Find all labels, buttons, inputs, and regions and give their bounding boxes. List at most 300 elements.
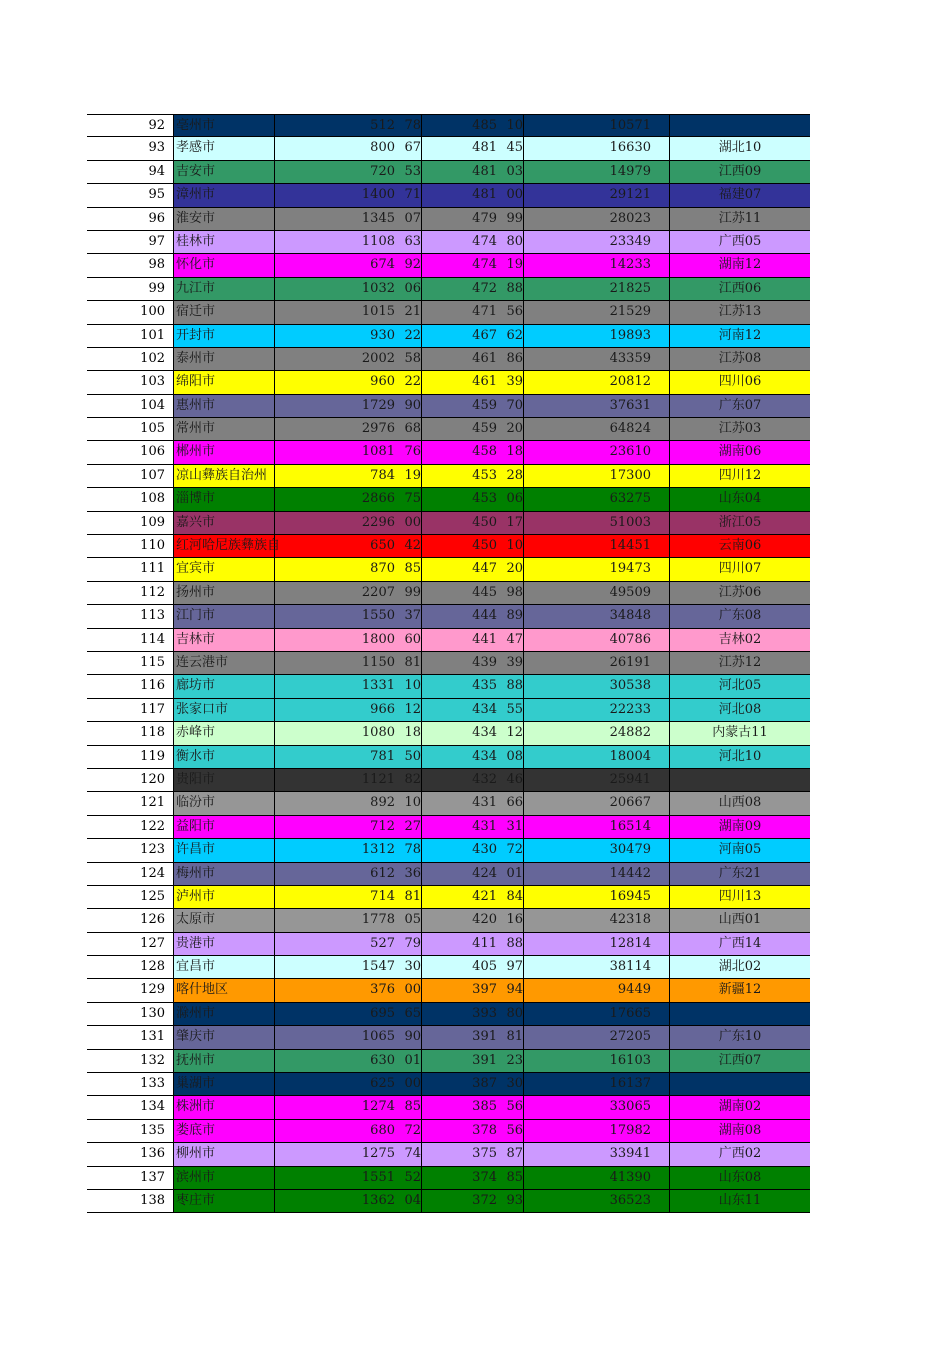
- value2-cell[interactable]: [421, 301, 523, 323]
- rank-cell[interactable]: [87, 301, 173, 323]
- value3-cell[interactable]: [523, 1096, 669, 1118]
- city-cell[interactable]: [173, 769, 274, 791]
- value1-cell[interactable]: [274, 675, 421, 697]
- region-code-cell[interactable]: [669, 278, 810, 300]
- value3-cell[interactable]: [523, 722, 669, 744]
- region-code-cell[interactable]: [669, 184, 810, 206]
- value1-cell[interactable]: [274, 1003, 421, 1025]
- city-cell[interactable]: [173, 512, 274, 534]
- region-code-cell[interactable]: [669, 325, 810, 347]
- value3-cell[interactable]: [523, 535, 669, 557]
- value2-cell[interactable]: [421, 1120, 523, 1142]
- city-cell[interactable]: [173, 1190, 274, 1212]
- city-cell[interactable]: [173, 395, 274, 417]
- rank-cell[interactable]: [87, 769, 173, 791]
- city-cell[interactable]: [173, 348, 274, 370]
- value2-cell[interactable]: [421, 863, 523, 885]
- rank-cell[interactable]: [87, 1190, 173, 1212]
- rank-cell[interactable]: [87, 582, 173, 604]
- region-code-cell[interactable]: [669, 371, 810, 393]
- value2-cell[interactable]: [421, 348, 523, 370]
- value2-cell[interactable]: [421, 816, 523, 838]
- city-cell[interactable]: [173, 1120, 274, 1142]
- rank-cell[interactable]: [87, 605, 173, 627]
- city-cell[interactable]: [173, 582, 274, 604]
- region-code-cell[interactable]: [669, 348, 810, 370]
- rank-cell[interactable]: [87, 278, 173, 300]
- value3-cell[interactable]: [523, 371, 669, 393]
- value1-cell[interactable]: [274, 488, 421, 510]
- region-code-cell[interactable]: [669, 254, 810, 276]
- value1-cell[interactable]: [274, 933, 421, 955]
- rank-cell[interactable]: [87, 652, 173, 674]
- value1-decimal: 01: [404, 1052, 421, 1068]
- value2-decimal: 08: [506, 748, 523, 764]
- value1-cell[interactable]: [274, 1120, 421, 1142]
- rank-value: 129: [140, 982, 165, 998]
- value2-cell[interactable]: [421, 746, 523, 768]
- value3-cell[interactable]: [523, 441, 669, 463]
- value2-cell[interactable]: [421, 535, 523, 557]
- value2-cell[interactable]: [421, 115, 523, 136]
- region-code-cell[interactable]: [669, 558, 810, 580]
- region-code-cell[interactable]: [669, 909, 810, 931]
- region-code-cell[interactable]: [669, 629, 810, 651]
- value1-cell[interactable]: [274, 886, 421, 908]
- value2-cell[interactable]: [421, 886, 523, 908]
- value3-cell[interactable]: [523, 1026, 669, 1048]
- value1-integer: 625: [370, 1076, 395, 1092]
- region-code-cell[interactable]: [669, 839, 810, 861]
- rank-cell[interactable]: [87, 792, 173, 814]
- value3-cell[interactable]: [523, 675, 669, 697]
- value3-cell[interactable]: [523, 1050, 669, 1072]
- city-cell[interactable]: [173, 1050, 274, 1072]
- rank-cell[interactable]: [87, 1003, 173, 1025]
- value2-cell[interactable]: [421, 418, 523, 440]
- value1-cell[interactable]: [274, 115, 421, 136]
- rank-cell[interactable]: [87, 371, 173, 393]
- city-cell[interactable]: [173, 909, 274, 931]
- value1-cell[interactable]: [274, 465, 421, 487]
- value1-cell[interactable]: [274, 746, 421, 768]
- city-cell[interactable]: [173, 652, 274, 674]
- value2-cell[interactable]: [421, 582, 523, 604]
- value3-cell[interactable]: [523, 558, 669, 580]
- rank-cell[interactable]: [87, 137, 173, 159]
- city-cell[interactable]: [173, 675, 274, 697]
- value2-cell[interactable]: [421, 792, 523, 814]
- value2-cell[interactable]: [421, 1096, 523, 1118]
- region-code-cell[interactable]: [669, 465, 810, 487]
- city-cell[interactable]: [173, 278, 274, 300]
- rank-cell[interactable]: [87, 933, 173, 955]
- value3-cell[interactable]: [523, 1190, 669, 1212]
- region-code: 广东21: [718, 865, 762, 881]
- value3-cell[interactable]: [523, 1120, 669, 1142]
- rank-cell[interactable]: [87, 1050, 173, 1072]
- value2-cell[interactable]: [421, 1026, 523, 1048]
- city-cell[interactable]: [173, 605, 274, 627]
- city-cell[interactable]: [173, 979, 274, 1001]
- region-code-cell[interactable]: [669, 1167, 810, 1189]
- rank-cell[interactable]: [87, 184, 173, 206]
- value3-cell[interactable]: [523, 769, 669, 791]
- value1-cell[interactable]: [274, 699, 421, 721]
- rank-cell[interactable]: [87, 1167, 173, 1189]
- value1-cell[interactable]: [274, 979, 421, 1001]
- rank-cell[interactable]: [87, 1096, 173, 1118]
- value2-cell[interactable]: [421, 395, 523, 417]
- rank-cell[interactable]: [87, 115, 173, 136]
- city-cell[interactable]: [173, 863, 274, 885]
- value2-cell[interactable]: [421, 839, 523, 861]
- rank-cell[interactable]: [87, 465, 173, 487]
- city-cell[interactable]: [173, 115, 274, 136]
- value1-cell[interactable]: [274, 418, 421, 440]
- value1-cell[interactable]: [274, 254, 421, 276]
- region-code: 湖南12: [718, 257, 762, 273]
- value2-cell[interactable]: [421, 605, 523, 627]
- value1-cell[interactable]: [274, 1143, 421, 1165]
- value2-cell[interactable]: [421, 1167, 523, 1189]
- value2-cell[interactable]: [421, 1073, 523, 1095]
- city-cell[interactable]: [173, 254, 274, 276]
- value2-cell[interactable]: [421, 909, 523, 931]
- value2-cell[interactable]: [421, 161, 523, 183]
- value1-cell[interactable]: [274, 769, 421, 791]
- rank-cell[interactable]: [87, 979, 173, 1001]
- value3-cell[interactable]: [523, 465, 669, 487]
- value2-cell[interactable]: [421, 933, 523, 955]
- value1-cell[interactable]: [274, 301, 421, 323]
- rank-cell[interactable]: [87, 699, 173, 721]
- value3-cell[interactable]: [523, 301, 669, 323]
- value1-cell[interactable]: [274, 956, 421, 978]
- value3-cell[interactable]: [523, 1167, 669, 1189]
- value2-cell[interactable]: [421, 956, 523, 978]
- region-code-cell[interactable]: [669, 1120, 810, 1142]
- city-cell[interactable]: [173, 699, 274, 721]
- value1-cell[interactable]: [274, 722, 421, 744]
- city-cell[interactable]: [173, 441, 274, 463]
- value2-cell[interactable]: [421, 769, 523, 791]
- region-code-cell[interactable]: [669, 1026, 810, 1048]
- value3-cell[interactable]: [523, 208, 669, 230]
- value2-cell[interactable]: [421, 979, 523, 1001]
- value1-cell[interactable]: [274, 184, 421, 206]
- value3-cell[interactable]: [523, 325, 669, 347]
- value3-cell[interactable]: [523, 184, 669, 206]
- value2-cell[interactable]: [421, 512, 523, 534]
- city-cell[interactable]: [173, 933, 274, 955]
- rank-cell[interactable]: [87, 558, 173, 580]
- city-cell[interactable]: [173, 208, 274, 230]
- value1-cell[interactable]: [274, 395, 421, 417]
- region-code-cell[interactable]: [669, 792, 810, 814]
- rank-cell[interactable]: [87, 395, 173, 417]
- value2-cell[interactable]: [421, 1050, 523, 1072]
- value3-cell[interactable]: [523, 254, 669, 276]
- city-cell[interactable]: [173, 956, 274, 978]
- city-cell[interactable]: [173, 325, 274, 347]
- value3-cell[interactable]: [523, 699, 669, 721]
- rank-cell[interactable]: [87, 535, 173, 557]
- value1-cell[interactable]: [274, 839, 421, 861]
- city-cell[interactable]: [173, 816, 274, 838]
- value3-cell[interactable]: [523, 979, 669, 1001]
- city-cell[interactable]: [173, 418, 274, 440]
- value1-cell[interactable]: [274, 512, 421, 534]
- value3-cell[interactable]: [523, 278, 669, 300]
- rank-cell[interactable]: [87, 675, 173, 697]
- region-code-cell[interactable]: [669, 137, 810, 159]
- value3-cell[interactable]: [523, 746, 669, 768]
- value2-cell[interactable]: [421, 254, 523, 276]
- value2-cell[interactable]: [421, 699, 523, 721]
- value1-cell[interactable]: [274, 371, 421, 393]
- value1-cell[interactable]: [274, 582, 421, 604]
- value3-cell[interactable]: [523, 863, 669, 885]
- value3-cell[interactable]: [523, 161, 669, 183]
- value1-cell[interactable]: [274, 863, 421, 885]
- rank-cell[interactable]: [87, 512, 173, 534]
- rank-cell[interactable]: [87, 1143, 173, 1165]
- rank-value: 109: [140, 514, 165, 530]
- value2-cell[interactable]: [421, 488, 523, 510]
- rank-cell[interactable]: [87, 1026, 173, 1048]
- region-code-cell[interactable]: [669, 863, 810, 885]
- region-code-cell[interactable]: [669, 933, 810, 955]
- value1-cell[interactable]: [274, 441, 421, 463]
- rank-cell[interactable]: [87, 1073, 173, 1095]
- region-code-cell[interactable]: [669, 699, 810, 721]
- region-code-cell[interactable]: [669, 979, 810, 1001]
- value3-cell[interactable]: [523, 115, 669, 136]
- region-code-cell[interactable]: [669, 161, 810, 183]
- value2-cell[interactable]: [421, 184, 523, 206]
- value3-cell[interactable]: [523, 582, 669, 604]
- value1-cell[interactable]: [274, 278, 421, 300]
- rank-cell[interactable]: [87, 161, 173, 183]
- value2-integer: 387: [472, 1076, 497, 1092]
- rank-cell[interactable]: [87, 325, 173, 347]
- region-code-cell[interactable]: [669, 418, 810, 440]
- city-name: 枣庄市: [176, 1192, 216, 1208]
- value3-cell[interactable]: [523, 605, 669, 627]
- region-code-cell[interactable]: [669, 1190, 810, 1212]
- value1-cell[interactable]: [274, 1190, 421, 1212]
- value3-cell[interactable]: [523, 395, 669, 417]
- region-code-cell[interactable]: [669, 1003, 810, 1025]
- rank-cell[interactable]: [87, 629, 173, 651]
- value3-cell[interactable]: [523, 792, 669, 814]
- rank-cell[interactable]: [87, 488, 173, 510]
- city-cell[interactable]: [173, 184, 274, 206]
- value1-cell[interactable]: [274, 558, 421, 580]
- value1-cell[interactable]: [274, 909, 421, 931]
- value3-cell[interactable]: [523, 839, 669, 861]
- value2-cell[interactable]: [421, 675, 523, 697]
- value3-cell[interactable]: [523, 886, 669, 908]
- value3-cell[interactable]: [523, 956, 669, 978]
- region-code: 山东11: [718, 1192, 762, 1208]
- city-cell[interactable]: [173, 792, 274, 814]
- value1-cell[interactable]: [274, 208, 421, 230]
- value1-cell[interactable]: [274, 652, 421, 674]
- value2-cell[interactable]: [421, 208, 523, 230]
- rank-cell[interactable]: [87, 254, 173, 276]
- value3-cell[interactable]: [523, 909, 669, 931]
- rank-cell[interactable]: [87, 956, 173, 978]
- value2-cell[interactable]: [421, 1003, 523, 1025]
- city-cell[interactable]: [173, 1003, 274, 1025]
- region-code-cell[interactable]: [669, 816, 810, 838]
- value2-cell[interactable]: [421, 137, 523, 159]
- value3-cell[interactable]: [523, 488, 669, 510]
- value3-cell[interactable]: [523, 137, 669, 159]
- region-code-cell[interactable]: [669, 722, 810, 744]
- rank-cell[interactable]: [87, 1120, 173, 1142]
- value1-integer: 966: [370, 701, 395, 717]
- rank-cell[interactable]: [87, 746, 173, 768]
- value3-cell[interactable]: [523, 1143, 669, 1165]
- city-cell[interactable]: [173, 629, 274, 651]
- region-code-cell[interactable]: [669, 441, 810, 463]
- value1-cell[interactable]: [274, 137, 421, 159]
- city-cell[interactable]: [173, 746, 274, 768]
- value3-cell[interactable]: [523, 629, 669, 651]
- region-code-cell[interactable]: [669, 115, 810, 136]
- region-code-cell[interactable]: [669, 1073, 810, 1095]
- value1-cell[interactable]: [274, 1096, 421, 1118]
- city-cell[interactable]: [173, 886, 274, 908]
- rank-cell[interactable]: [87, 816, 173, 838]
- value1-cell[interactable]: [274, 1050, 421, 1072]
- value3-cell[interactable]: [523, 231, 669, 253]
- value2-cell[interactable]: [421, 325, 523, 347]
- city-cell[interactable]: [173, 1143, 274, 1165]
- value1-cell[interactable]: [274, 605, 421, 627]
- value2-cell[interactable]: [421, 465, 523, 487]
- value2-cell[interactable]: [421, 231, 523, 253]
- value1-cell[interactable]: [274, 1167, 421, 1189]
- city-cell[interactable]: [173, 465, 274, 487]
- region-code-cell[interactable]: [669, 746, 810, 768]
- city-cell[interactable]: [173, 1096, 274, 1118]
- value2-cell[interactable]: [421, 558, 523, 580]
- value1-cell[interactable]: [274, 535, 421, 557]
- value1-cell[interactable]: [274, 348, 421, 370]
- value3-cell[interactable]: [523, 816, 669, 838]
- rank-cell[interactable]: [87, 418, 173, 440]
- region-code-cell[interactable]: [669, 582, 810, 604]
- value2-cell[interactable]: [421, 1143, 523, 1165]
- city-cell[interactable]: [173, 558, 274, 580]
- rank-cell[interactable]: [87, 231, 173, 253]
- value1-cell[interactable]: [274, 792, 421, 814]
- region-code-cell[interactable]: [669, 956, 810, 978]
- value2-cell[interactable]: [421, 722, 523, 744]
- rank-cell[interactable]: [87, 863, 173, 885]
- value1-cell[interactable]: [274, 325, 421, 347]
- city-cell[interactable]: [173, 1026, 274, 1048]
- value3-cell[interactable]: [523, 1003, 669, 1025]
- value1-cell[interactable]: [274, 629, 421, 651]
- rank-cell[interactable]: [87, 208, 173, 230]
- city-cell[interactable]: [173, 535, 281, 557]
- region-code-cell[interactable]: [669, 395, 810, 417]
- region-code: 山西01: [718, 912, 762, 928]
- region-code-cell[interactable]: [669, 1050, 810, 1072]
- value2-cell[interactable]: [421, 278, 523, 300]
- value2-integer: 378: [472, 1122, 497, 1138]
- rank-cell[interactable]: [87, 441, 173, 463]
- region-code-cell[interactable]: [669, 652, 810, 674]
- region-code-cell[interactable]: [669, 512, 810, 534]
- value2-cell[interactable]: [421, 441, 523, 463]
- value3-cell[interactable]: [523, 512, 669, 534]
- region-code-cell[interactable]: [669, 605, 810, 627]
- city-cell[interactable]: [173, 722, 274, 744]
- region-code-cell[interactable]: [669, 769, 810, 791]
- city-cell[interactable]: [173, 231, 274, 253]
- table-row: [87, 535, 810, 558]
- city-cell[interactable]: [173, 161, 274, 183]
- region-code-cell[interactable]: [669, 1143, 810, 1165]
- rank-cell[interactable]: [87, 909, 173, 931]
- region-code-cell[interactable]: [669, 675, 810, 697]
- region-code-cell[interactable]: [669, 301, 810, 323]
- value3-cell[interactable]: [523, 652, 669, 674]
- rank-cell[interactable]: [87, 722, 173, 744]
- value1-cell[interactable]: [274, 161, 421, 183]
- region-code-cell[interactable]: [669, 1096, 810, 1118]
- value1-cell[interactable]: [274, 1026, 421, 1048]
- value1-cell[interactable]: [274, 816, 421, 838]
- city-cell[interactable]: [173, 839, 274, 861]
- value3-cell[interactable]: [523, 418, 669, 440]
- value1-cell[interactable]: [274, 1073, 421, 1095]
- city-cell[interactable]: [173, 137, 274, 159]
- value3-cell[interactable]: [523, 933, 669, 955]
- region-code-cell[interactable]: [669, 535, 810, 557]
- city-cell[interactable]: [173, 1167, 274, 1189]
- region-code-cell[interactable]: [669, 208, 810, 230]
- rank-cell[interactable]: [87, 886, 173, 908]
- value1-integer: 1345: [361, 210, 395, 226]
- region-code: 广西05: [718, 233, 762, 249]
- value3-cell[interactable]: [523, 1073, 669, 1095]
- value1-decimal: 10: [404, 678, 421, 694]
- value1-cell[interactable]: [274, 231, 421, 253]
- value2-cell[interactable]: [421, 629, 523, 651]
- city-cell[interactable]: [173, 371, 274, 393]
- value3-cell[interactable]: [523, 348, 669, 370]
- value2-cell[interactable]: [421, 652, 523, 674]
- rank-cell[interactable]: [87, 348, 173, 370]
- region-code-cell[interactable]: [669, 488, 810, 510]
- city-cell[interactable]: [173, 1073, 274, 1095]
- value2-cell[interactable]: [421, 371, 523, 393]
- city-cell[interactable]: [173, 488, 274, 510]
- rank-cell[interactable]: [87, 839, 173, 861]
- region-code-cell[interactable]: [669, 886, 810, 908]
- region-code: 江苏11: [718, 210, 762, 226]
- region-code-cell[interactable]: [669, 231, 810, 253]
- city-cell[interactable]: [173, 301, 274, 323]
- value2-cell[interactable]: [421, 1190, 523, 1212]
